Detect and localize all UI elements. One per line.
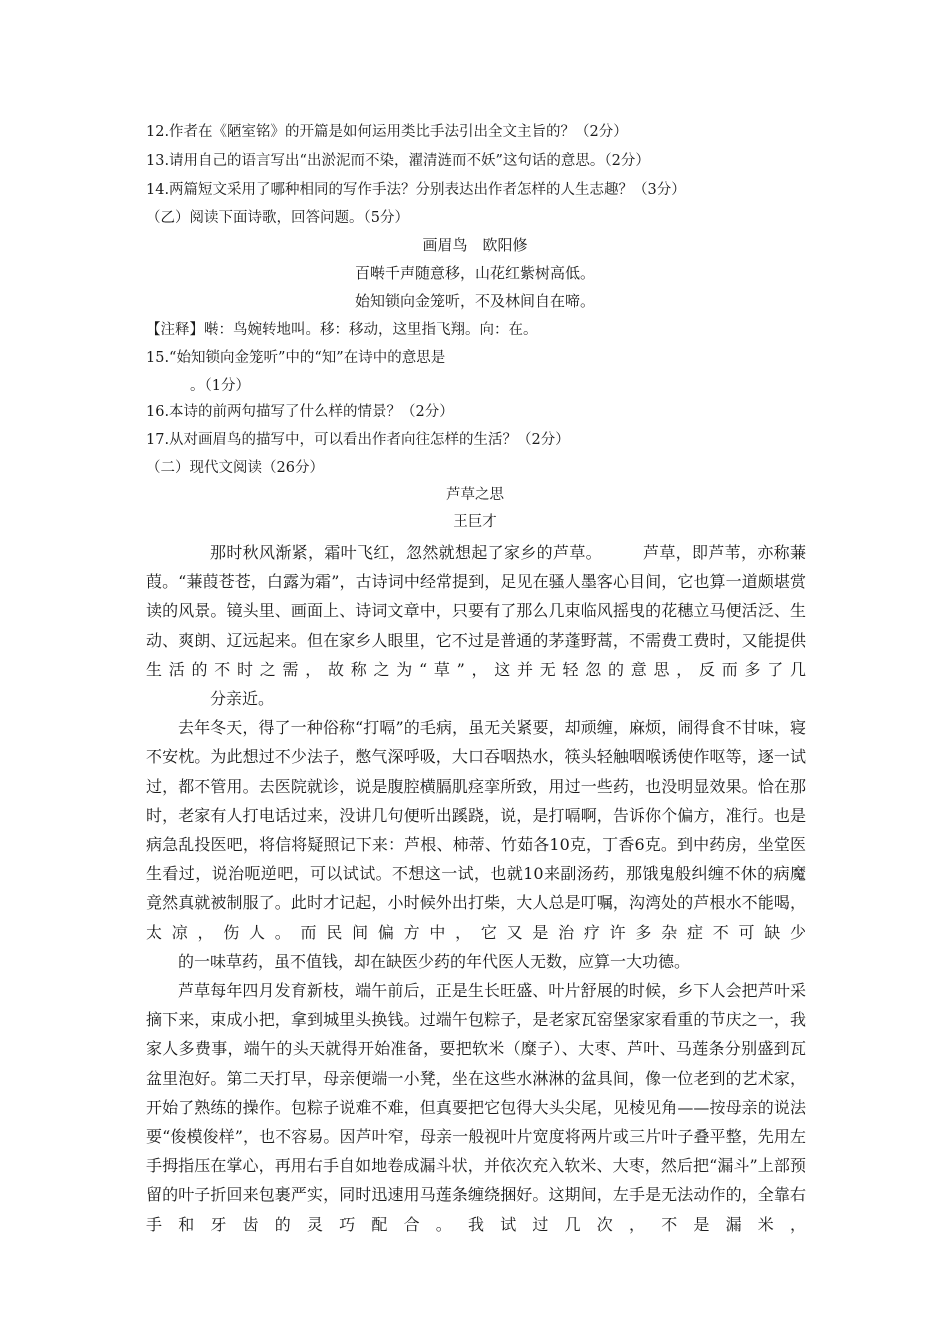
section-yi-heading: （乙）阅读下面诗歌，回答问题。（5分）	[146, 210, 409, 226]
question-16: 16.本诗的前两句描写了什么样的情景？（2分）	[146, 404, 454, 420]
section-er-heading: （二）现代文阅读（26分）	[146, 460, 324, 476]
question-15-blank-end: 。（1分）	[190, 378, 250, 394]
question-17: 17.从对画眉鸟的描写中，可以看出作者向往怎样的生活？（2分）	[146, 432, 570, 448]
question-14: 14.两篇短文采用了哪种相同的写作手法？分别表达出作者怎样的人生志趣？（3分）	[146, 182, 686, 198]
question-15: 15.“始知锁向金笼听”中的“知”在诗中的意思是	[146, 350, 446, 366]
poem-line-1: 百啭千声随意移，山花红紫树高低。	[354, 264, 595, 282]
poem-title: 画眉鸟 欧阳修	[422, 236, 528, 254]
essay-paragraph-3: 芦草每年四月发育新枝，端午前后，正是生长旺盛、叶片舒展的时候，乡下人会把芦叶采摘下来，束成小把，拿到城里头换钱。过端午包粽子，是老家瓦窑堡家家看重的节庆之一，我家人多费事，端午的头天就得开始准备，要把软米（糜子）、大枣、芦叶、马莲条分别盛到瓦盆里泡好。第二天打早，母亲便端一小凳，坐在这些水淋淋的盆具间，像一位老到的艺术家，开始了熟练的操作。包粽子说难不难，但真要把它包得大头尖尾，见棱见角——按母亲的说法要“俊模俊样”，也不容易。因芦叶窄，母亲一般视叶片宽度将两片或三片叶子叠平整，先用左手拇指压在掌心，再用右手自如地卷成漏斗状，并依次充入软米、大枣，然后把“漏斗”上部预留的叶子折回来包裹严实，同时迅速用马莲条缠绕捆好。这期间，左手是无法动作的，全靠右手和牙齿的灵巧配合。我试过几次，不是漏米，	[146, 981, 806, 1234]
poem-note: 【注释】啭：鸟婉转地叫。移：移动，这里指飞翔。向：在。	[146, 322, 538, 338]
essay-body	[146, 538, 806, 1239]
question-13: 13.请用自己的语言写出“出淤泥而不染，濯清涟而不妖”这句话的意思。（2分）	[146, 153, 650, 169]
poem-line-2: 始知锁向金笼听，不及林间自在啼。	[354, 292, 595, 310]
essay-paragraph-1: 那时秋风渐紧，霜叶飞红，忽然就想起了家乡的芦草。 芦草，即芦苇，亦称蒹葭。“蒹葭苍苍，白露为霜”，古诗词中经常提到，足见在骚人墨客心目间，它也算一道颇堪赏读的风景。镜头里、画面上、诗词文章中，只要有了那么几束临风摇曳的花穗立马便活泛、生动、爽朗、辽远起来。但在家乡人眼里，它不过是普通的茅蓬野蒿，不需费工费时，又能提供生活的不时之需，故称之为“草”，这并无轻忽的意思，反而多了几 分亲近。	[146, 543, 806, 709]
essay-paragraph-2: 去年冬天，得了一种俗称“打嗝”的毛病，虽无关紧要，却顽缠，麻烦，闹得食不甘味，寝不安枕。为此想过不少法子，憋气深呼吸，大口吞咽热水，筷头轻触咽喉诱使作呕等，逐一试过，都不管用。去医院就诊，说是腹腔横膈肌痉挛所致，用过一些药，也没明显效果。恰在那时，老家有人打电话过来，没讲几句便听出蹊跷，说，是打嗝啊，告诉你个偏方，准行。也是病急乱投医吧，将信将疑照记下来：芦根、柿蒂、竹茹各10克，丁香6克。到中药房，坐堂医生看过，说治呃逆吧，可以试试。不想这一试，也就10来副汤药，那饿鬼般纠缠不休的病魔竟然真就被制服了。此时才记起，小时候外出打柴，大人总是叮嘱，沟湾处的芦根水不能喝，太凉，伤人。而民间偏方中，它又是治疗许多杂症不可缺少 的一味草药，虽不值钱，却在缺医少药的年代医人无数，应算一大功德。	[146, 718, 806, 971]
essay-title: 芦草之思	[446, 487, 504, 503]
question-12: 12.作者在《陋室铭》的开篇是如何运用类比手法引出全文主旨的？（2分）	[146, 124, 628, 140]
essay-author: 王巨才	[453, 514, 497, 530]
